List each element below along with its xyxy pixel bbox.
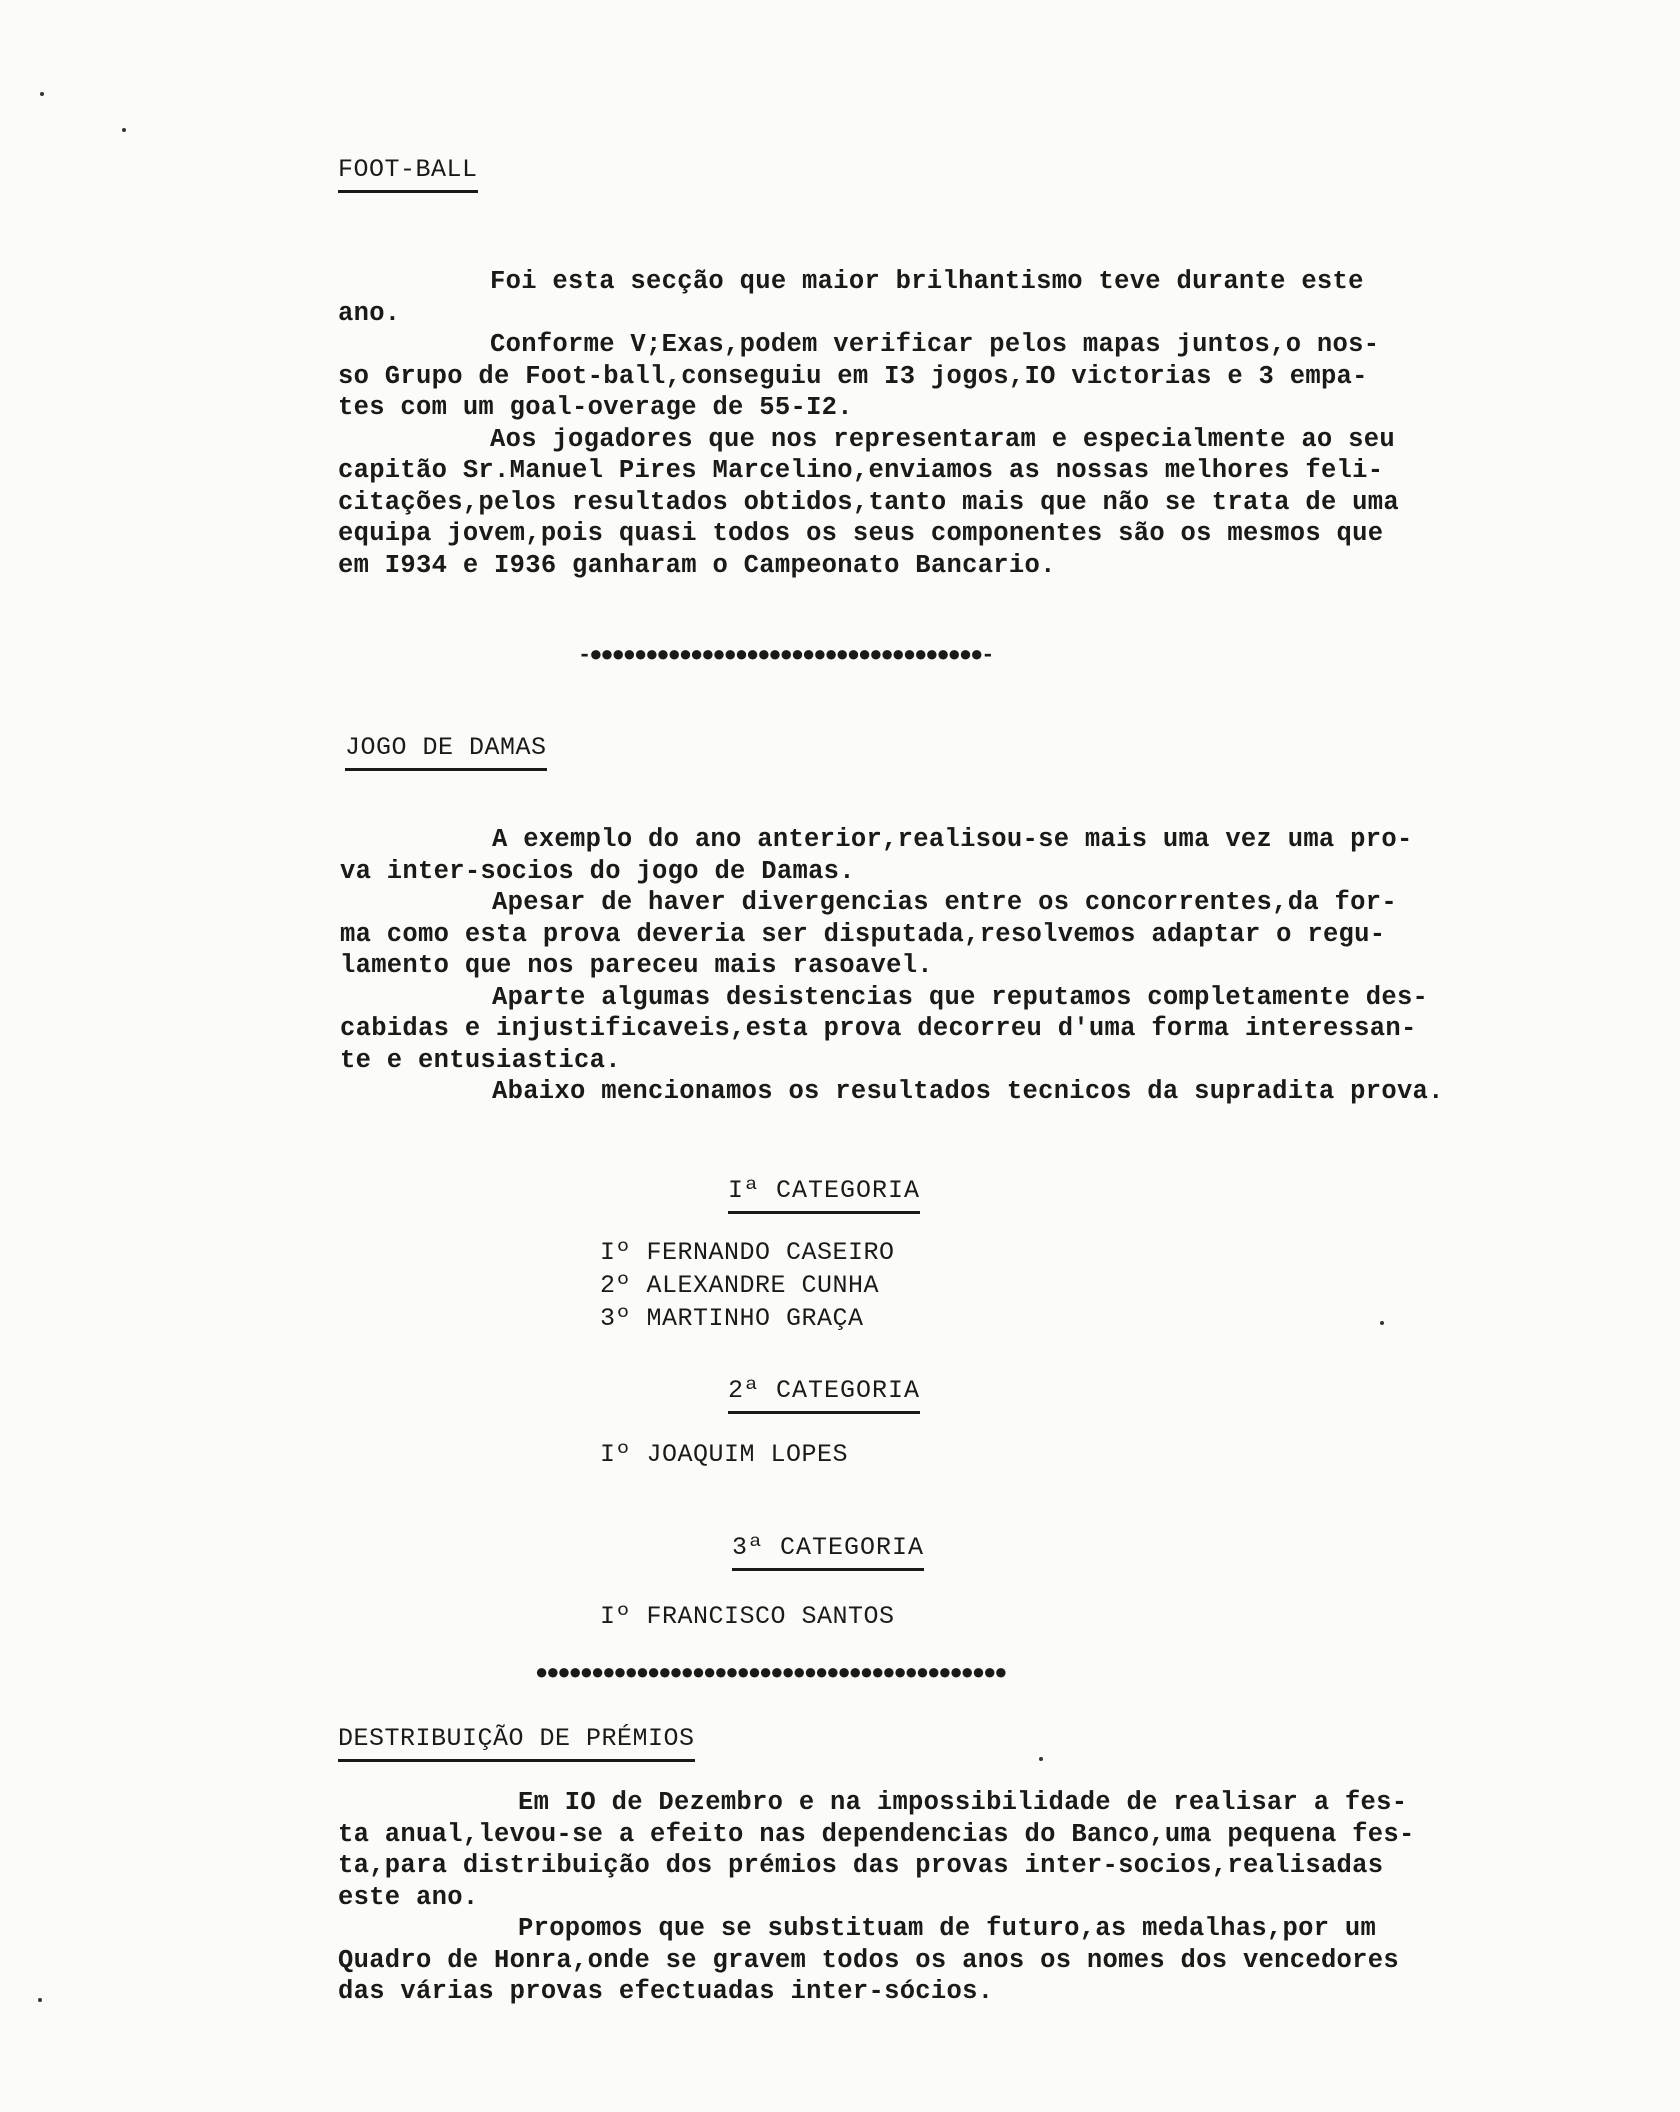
text-line: equipa jovem,pois quasi todos os seus componentes são os mesmos que bbox=[338, 519, 1384, 548]
text-line: Aparte algumas desistencias que reputamos completamente des- bbox=[492, 982, 1429, 1012]
text-line: te e entusiastica. bbox=[340, 1045, 621, 1075]
text-line: ma como esta prova deveria ser disputada,resolvemos adaptar o regu- bbox=[340, 919, 1386, 949]
section-heading-football: FOOT-BALL bbox=[338, 155, 478, 193]
text-line: Apesar de haver divergencias entre os concorrentes,da for- bbox=[492, 888, 1397, 917]
category-3-winners bbox=[600, 1600, 895, 1633]
text-line: Quadro de Honra,onde se gravem todos os anos os nomes dos vencedores bbox=[338, 1945, 1399, 1975]
scan-speck bbox=[1380, 1321, 1384, 1325]
text-line: lamento que nos pareceu mais rasoavel. bbox=[340, 951, 933, 980]
text-line: em I934 e I936 ganharam o Campeonato Bancario. bbox=[338, 550, 1056, 580]
text-line: das várias provas efectuadas inter-sócios. bbox=[338, 1977, 994, 2006]
scan-speck bbox=[122, 128, 126, 132]
text-line: Foi esta secção que maior brilhantismo teve durante este bbox=[490, 267, 1364, 296]
premios-paragraph bbox=[338, 1787, 1498, 2008]
separator-line: ●●●●●●●●●●●●●●●●●●●●●●●●●●●●●●●●●●●●●●●●●● bbox=[535, 1661, 1006, 1686]
damas-paragraph bbox=[340, 824, 1500, 1108]
text-line: capitão Sr.Manuel Pires Marcelino,enviamos as nossas melhores feli- bbox=[338, 456, 1384, 485]
winner-entry: Iº FRANCISCO SANTOS bbox=[600, 1602, 895, 1631]
text-line: Aos jogadores que nos representaram e especialmente ao seu bbox=[490, 424, 1395, 454]
category-1-winners bbox=[600, 1236, 895, 1335]
text-line: cabidas e injustificaveis,esta prova decorreu d'uma forma interessan- bbox=[340, 1014, 1417, 1043]
text-line: citações,pelos resultados obtidos,tanto mais que não se trata de uma bbox=[338, 487, 1399, 517]
text-line: ta,para distribuição dos prémios das provas inter-socios,realisadas bbox=[338, 1851, 1384, 1880]
winner-entry: 2º ALEXANDRE CUNHA bbox=[600, 1271, 880, 1300]
scan-speck bbox=[1039, 1757, 1043, 1761]
text-line: A exemplo do ano anterior,realisou-se mais uma vez uma pro- bbox=[492, 825, 1413, 854]
category-title: Iª CATEGORIA bbox=[728, 1176, 920, 1214]
winner-entry: Iº JOAQUIM LOPES bbox=[600, 1440, 849, 1469]
text-line: este ano. bbox=[338, 1882, 479, 1912]
text-line: Propomos que se substituam de futuro,as medalhas,por um bbox=[518, 1914, 1377, 1943]
category-2-winners bbox=[600, 1438, 848, 1471]
text-line: tes com um goal-overage de 55-I2. bbox=[338, 393, 853, 422]
text-line: ano. bbox=[338, 298, 401, 328]
section-heading-damas: JOGO DE DAMAS bbox=[345, 733, 547, 771]
text-line: Em IO de Dezembro e na impossibilidade de realisar a fes- bbox=[518, 1788, 1408, 1817]
text-line: va inter-socios do jogo de Damas. bbox=[340, 856, 855, 886]
separator-line: -●●●●●●●●●●●●●●●●●●●●●●●●●●●●●●●●●●●- bbox=[578, 643, 993, 668]
text-line: ta anual,levou-se a efeito nas dependencias do Banco,uma pequena fes- bbox=[338, 1819, 1415, 1849]
winner-entry: 3º MARTINHO GRAÇA bbox=[600, 1304, 864, 1333]
scan-speck bbox=[38, 1998, 42, 2002]
football-paragraph bbox=[338, 266, 1498, 581]
text-line: so Grupo de Foot-ball,conseguiu em I3 jogos,IO victorias e 3 empa- bbox=[338, 361, 1368, 391]
scan-speck bbox=[40, 92, 44, 96]
category-title: 2ª CATEGORIA bbox=[728, 1376, 920, 1414]
section-heading-premios: DESTRIBUIÇÃO DE PRÉMIOS bbox=[338, 1724, 695, 1762]
text-line: Abaixo mencionamos os resultados tecnicos da supradita prova. bbox=[492, 1077, 1444, 1106]
winner-entry: Iº FERNANDO CASEIRO bbox=[600, 1238, 895, 1267]
text-line: Conforme V;Exas,podem verificar pelos mapas juntos,o nos- bbox=[490, 330, 1380, 359]
category-title: 3ª CATEGORIA bbox=[732, 1533, 924, 1571]
